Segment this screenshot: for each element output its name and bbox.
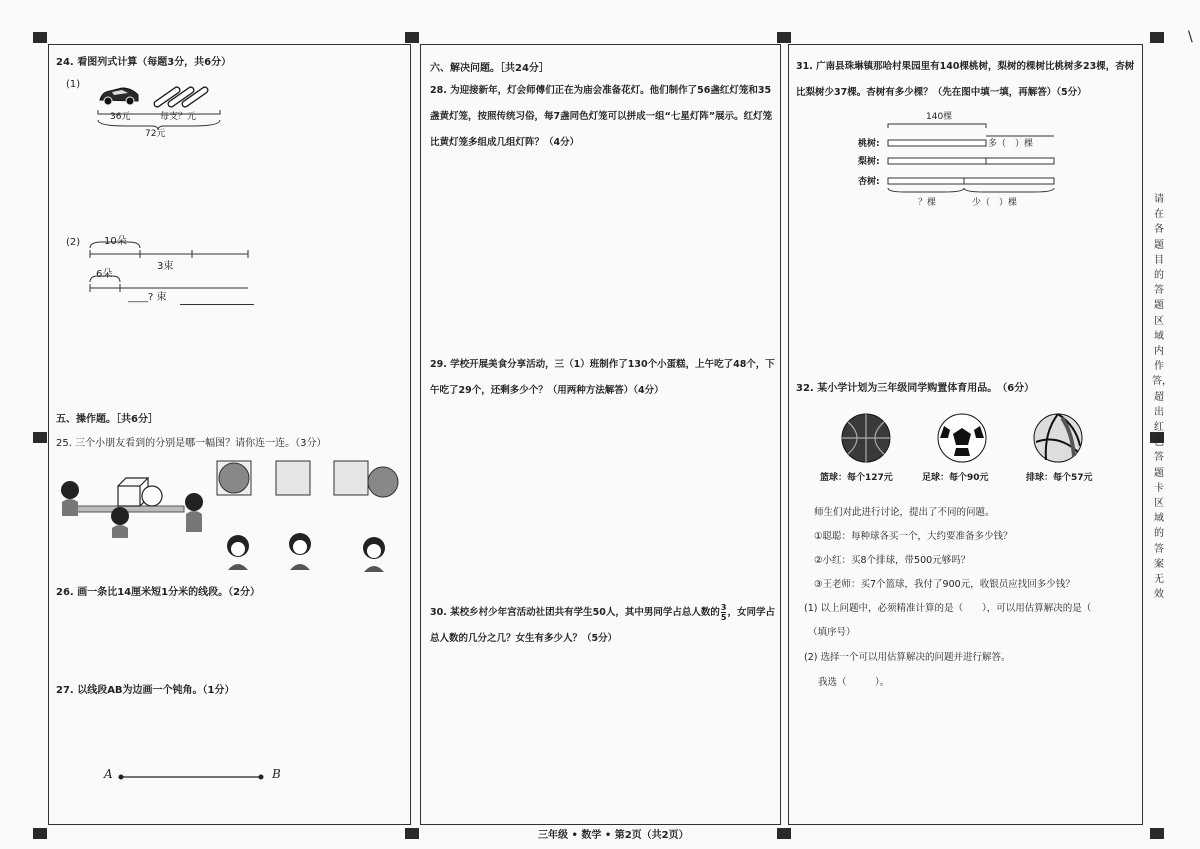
q32-text: 32. 某小学计划为三年级同学购置体育用品。 （6分） — [796, 383, 1035, 394]
side-notice: 请在各题目的答题区域内作答，超出红色答题卡区域的答案无效 — [1152, 194, 1172, 601]
q25-text: 25. 三个小朋友看到的分别是哪一幅图？请你连一连。（3分） — [56, 438, 327, 449]
volleyball-icon — [1032, 412, 1084, 464]
q30-fraction-numerator: 3 — [720, 603, 727, 612]
point-b-label: B — [272, 767, 281, 781]
question-item-1: ①聪聪：每种球各买一个，大约要准备多少钱？ — [814, 531, 1013, 542]
q27-text: 27. 以线段AB为边画一个钝角。（1分） — [56, 685, 235, 696]
q31-peach-label: 桃树: — [858, 139, 880, 149]
q29-text: 29. 学校开展美食分享活动，三（1）班制作了130个小蛋糕，上午吃了48个，下午吃了29个，还剩多少个？（用两种方法解答）（4分） — [430, 359, 775, 396]
q31-text: 31. 广南县珠琳镇那哈村果园里有140棵桃树，梨树的棵树比桃树多23棵，杏树比梨树少37棵。杏树有多少棵？（先在图中填一填，再解答）（5分） — [796, 61, 1135, 98]
corner-mark: \ — [1188, 29, 1193, 45]
panel-border — [48, 44, 411, 45]
panel-border — [788, 44, 1143, 45]
section-6-title: 六、解决问题。［共24分］ — [430, 63, 549, 74]
panel-border — [780, 44, 781, 824]
registration-mark — [405, 828, 419, 839]
q24-2-top-label: 10朵 — [104, 236, 127, 247]
panel-border — [788, 824, 1143, 825]
panel-border — [420, 44, 781, 45]
q30-text-pre: 30. 某校乡村少年宫活动社团共有学生50人，其中男同学占总人数的 — [430, 607, 720, 618]
pen-price-label: 每支？元 — [160, 112, 197, 122]
children-viewing-scene — [56, 468, 216, 540]
question-item-2: ②小红：买8个排球，带500元够吗？ — [814, 555, 971, 566]
sub-question-1-note: （填序号） — [808, 627, 856, 638]
view-option-square-and-circle — [333, 460, 401, 498]
panel-border — [788, 44, 789, 824]
child-face-icon — [286, 532, 314, 572]
child-face-icon — [360, 536, 388, 574]
question-item-3: ③王老师：买7个篮球，我付了900元，收银员应找回多少钱？ — [814, 579, 1075, 590]
q31-question-label: ？棵 — [918, 198, 937, 208]
sub-question-2: (2) 选择一个可以用估算解决的问题并进行解答。 — [804, 652, 1011, 663]
basketball-icon — [840, 412, 892, 464]
q30-fraction — [721, 603, 727, 622]
choice-line: 我选（ ）。 — [818, 677, 890, 688]
registration-mark — [33, 32, 47, 43]
panel-border — [420, 824, 781, 825]
q26-text: 26. 画一条比14厘米短1分米的线段。（2分） — [56, 587, 261, 598]
view-option-circle-in-square — [216, 460, 252, 496]
q31-bar-diagram — [884, 122, 1060, 200]
q31-top-label: 140棵 — [926, 112, 953, 122]
q24-2-question: ____? 束 — [128, 292, 167, 303]
view-option-square — [275, 460, 311, 496]
q30-fraction-denominator: 5 — [720, 613, 727, 622]
pens-icon — [150, 84, 216, 110]
section-5-title: 五、操作题。［共6分］ — [56, 414, 158, 425]
sub-question-1: (1) 以上问题中，必须精准计算的是（ ），可以用估算解决的是（ — [804, 603, 1092, 614]
car-price-label: 36元 — [110, 112, 131, 122]
q28-text: 28. 为迎接新年，灯会师傅们正在为庙会准备花灯。他们制作了56盏红灯笼和35盏黄灯笼，按照传统习俗，每7盏同色灯笼可以拼成一组“七星灯阵”展示。红灯笼比黄灯笼多组成几组灯阵？（4分） — [430, 85, 773, 148]
panel-border — [410, 44, 411, 824]
q24-2-answer-line — [180, 304, 254, 305]
page-footer: 三年级 • 数学 • 第2页（共2页） — [538, 830, 689, 841]
q24-2-bottom-label: 6朵 — [96, 269, 113, 280]
q31-less-label: 少（ ）棵 — [972, 198, 1018, 208]
q30-text-post: ，女同学占总人数的几分之几？女生有多少人？（5分） — [430, 607, 775, 644]
panel-border — [1142, 44, 1143, 824]
registration-mark — [1150, 828, 1164, 839]
panel-border — [420, 44, 421, 824]
q31-more-label: 多（ ）棵 — [988, 139, 1034, 149]
panel-border — [48, 44, 49, 824]
football-price: 足球：每个90元 — [922, 473, 989, 483]
segment-ab — [118, 772, 268, 782]
panel-border — [48, 824, 411, 825]
volleyball-price: 排球：每个57元 — [1026, 473, 1093, 483]
q30-text — [430, 600, 775, 652]
registration-mark — [1150, 32, 1164, 43]
car-icon — [98, 84, 140, 106]
q24-2-number: (2) — [66, 237, 81, 248]
football-icon — [936, 412, 988, 464]
q24-1-number: (1) — [66, 79, 81, 90]
q31-pear-label: 梨树: — [858, 157, 880, 167]
registration-mark — [405, 32, 419, 43]
q24-2-bundles-label: 3束 — [157, 261, 174, 272]
q31-apricot-label: 杏树: — [858, 177, 880, 187]
registration-mark — [777, 32, 791, 43]
total-price-label: 72元 — [145, 129, 166, 139]
registration-mark — [33, 432, 47, 443]
registration-mark — [33, 828, 47, 839]
basketball-price: 篮球：每个127元 — [820, 473, 893, 483]
child-face-icon — [224, 534, 252, 572]
discussion-intro: 师生们对此进行讨论，提出了不同的问题。 — [814, 507, 995, 518]
point-a-label: A — [104, 767, 113, 781]
q24-title: 24. 看图列式计算（每题3分，共6分） — [56, 57, 232, 68]
registration-mark — [777, 828, 791, 839]
